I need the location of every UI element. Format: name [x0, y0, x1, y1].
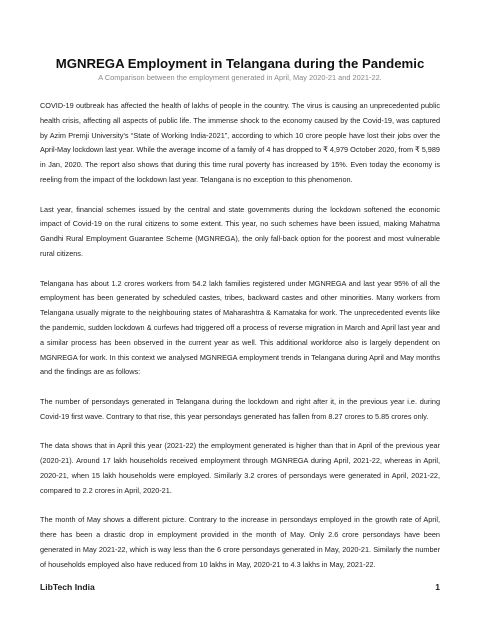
paragraph-telangana-workers: Telangana has about 1.2 crores workers from 54.2 lakh families registered under MGNREGA and last year 95% of all the employment has been generated by scheduled castes, tribes, backward castes and other minorities. Many workers from Telangana usually migrate to the neighbouring states of Maharashtra & Karnataka for work. The unprecedented events like the pandemic, sudden lockdown & curfews had triggered off a process of reverse migration in March and April last year and a similar process has been observed in the current year as well. This additional workforce also is largely dependent on MGNREGA for work. In this context we analysed MGNREGA employment trends in Telangana during April and May months and the findings are as follows: — [40, 278, 440, 377]
paragraph-financial-schemes: Last year, financial schemes issued by the central and state governments during the lockdown softened the economic impact of Covid-19 on the rural citizens to some extent. This year, no such schemes have been issued, making Mahatma Gandhi Rural Employment Guarantee Scheme (MGNREGA), the only fall-back option for the poorest and most vulnerable rural citizens. — [40, 204, 440, 258]
paragraph-april-data: The data shows that in April this year (2021-22) the employment generated is higher than that in April of the previous year (2020-21). Around 17 lakh households received employment through MGNREGA during April, 2021-22, whereas in April, 2020-21, when 15 lakh households were employed. Similarly 3.2 crores of persondays were generated in April, 2021-22, compared to 2.2 crores in April, 2020-21. — [40, 441, 440, 495]
document-subtitle: A Comparison between the employment generated in April, May 2020-21 and 2021-22. — [98, 73, 382, 82]
footer-organization: LibTech India — [40, 582, 95, 592]
paragraph-persondays-trend: The number of persondays generated in Telangana during the lockdown and right after it, in the previous year i.e. during Covid-19 first wave. Contrary to that rise, this year persondays generated has fallen from 8.27 crores to 5.85 crores only. — [40, 396, 440, 421]
footer-page-number: 1 — [435, 582, 440, 592]
document-title: MGNREGA Employment in Telangana during the Pandemic — [55, 56, 425, 71]
paragraph-may-data: The month of May shows a different picture. Contrary to the increase in persondays employed in the growth rate of April, there has been a drastic drop in employment provided in the month of May. Only 2.6 crore persondays have been generated in May 2021-22, which is way less than the 6 crore persondays generated in May, 2020-21. Similarly the number of households employed also have reduced from 10 lakhs in May, 2020-21 to 4.3 lakhs in May, 2021-22. — [40, 515, 440, 569]
paragraph-covid-impact: COVID-19 outbreak has affected the health of lakhs of people in the country. The virus is causing an unprecedented public health crisis, affecting all aspects of public life. The immense shock to the economy caused by the Covid-19, was captured by Azim Premji University’s “State of Working India-2021”, according to which 10 crore people have lost their jobs over the April-May lockdown last year. While the average income of a family of 4 has dropped to ₹ 4,979 October 2020, from ₹ 5,989 in Jan, 2020. The report also shows that during this time rural poverty has increased by 15%. Even today the economy is reeling from the impact of the lockdown last year. Telangana is no exception to this phenomenon. — [40, 101, 440, 184]
document-body — [40, 99, 440, 587]
